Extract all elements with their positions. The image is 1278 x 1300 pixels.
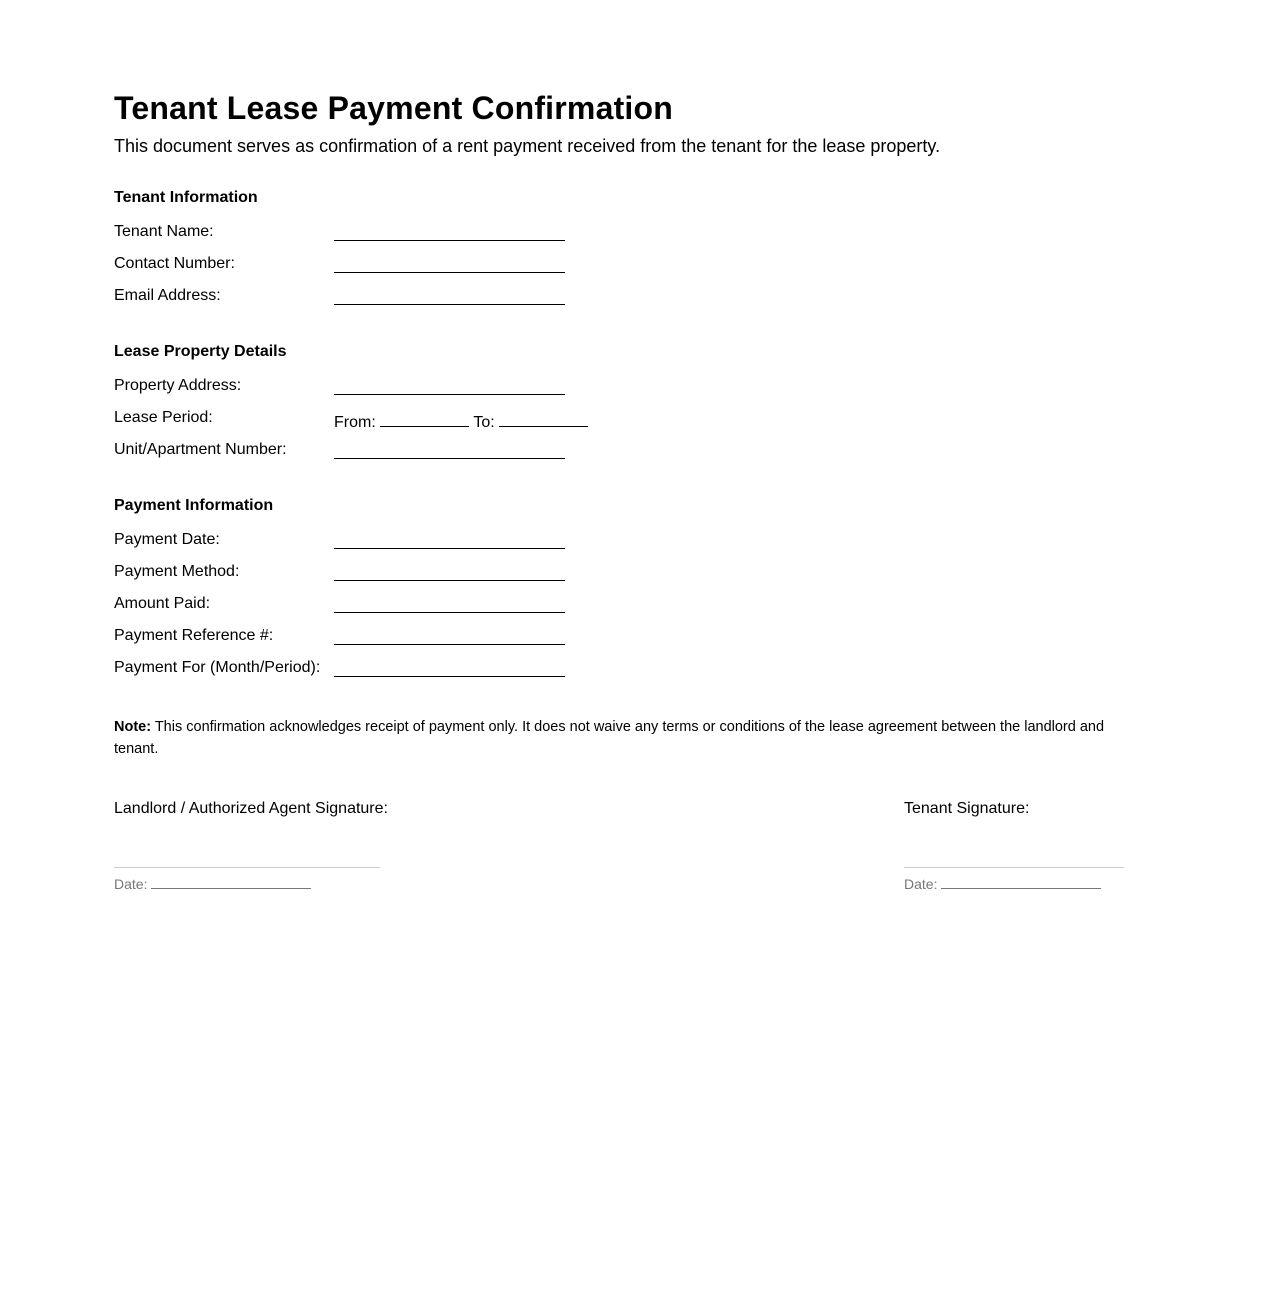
from-label: From: [334, 414, 376, 431]
field-label: Amount Paid: [114, 595, 211, 612]
section-title: Payment Information [114, 497, 274, 514]
field-amount-paid [114, 594, 814, 626]
note-text: This confirmation acknowledges receipt of payment only. It does not waive any terms or conditions of the lease agreement between the landlord and tenant. [114, 719, 1105, 757]
field-payment-date [114, 530, 814, 562]
section-title: Lease Property Details [114, 343, 287, 360]
tenant-signature-block [904, 799, 1124, 892]
landlord-signature-label: Landlord / Authorized Agent Signature: [114, 800, 388, 817]
payment-date-blank[interactable] [334, 530, 565, 549]
field-contact-number [114, 254, 814, 286]
document-subtitle: This document serves as confirmation of a rent payment received from the tenant for the lease property. [114, 136, 941, 156]
property-address-blank[interactable] [334, 376, 565, 395]
field-payment-reference [114, 626, 814, 658]
field-label: Unit/Apartment Number: [114, 441, 287, 458]
tenant-signature-line[interactable] [904, 867, 1124, 868]
unit-number-blank[interactable] [334, 440, 565, 459]
field-label: Payment Reference #: [114, 627, 274, 644]
tenant-date-blank[interactable] [941, 874, 1101, 889]
tenant-name-blank[interactable] [334, 222, 565, 241]
email-address-blank[interactable] [334, 286, 565, 305]
to-label: To: [473, 414, 495, 431]
field-label: Email Address: [114, 287, 221, 304]
landlord-date-row [114, 874, 380, 892]
amount-paid-blank[interactable] [334, 594, 565, 613]
section-lease-property-details [114, 342, 814, 472]
field-label: Property Address: [114, 377, 242, 394]
field-property-address [114, 376, 814, 408]
field-label: Tenant Name: [114, 223, 214, 240]
field-label: Payment For (Month/Period): [114, 659, 321, 676]
landlord-signature-block [114, 799, 388, 892]
field-payment-method [114, 562, 814, 594]
section-payment-information [114, 496, 814, 690]
landlord-signature-line[interactable] [114, 867, 380, 868]
field-label: Payment Method: [114, 563, 240, 580]
date-label: Date: [904, 876, 938, 892]
document-title: Tenant Lease Payment Confirmation [114, 90, 674, 126]
date-label: Date: [114, 876, 148, 892]
field-unit-apartment-number [114, 440, 814, 472]
field-email-address [114, 286, 814, 318]
lease-from-blank[interactable] [380, 408, 469, 427]
contact-number-blank[interactable] [334, 254, 565, 273]
note-paragraph [114, 716, 1138, 760]
field-label: Contact Number: [114, 255, 235, 272]
field-label: Payment Date: [114, 531, 220, 548]
field-label: Lease Period: [114, 409, 213, 426]
payment-for-blank[interactable] [334, 658, 565, 677]
section-title: Tenant Information [114, 189, 258, 206]
note-label: Note: [114, 719, 152, 735]
field-tenant-name [114, 222, 814, 254]
field-lease-period [114, 408, 814, 440]
payment-reference-blank[interactable] [334, 626, 565, 645]
tenant-date-row [904, 874, 1124, 892]
field-payment-for-period [114, 658, 814, 690]
landlord-date-blank[interactable] [151, 874, 311, 889]
section-tenant-information [114, 188, 814, 318]
lease-to-blank[interactable] [499, 408, 588, 427]
payment-method-blank[interactable] [334, 562, 565, 581]
tenant-signature-label: Tenant Signature: [904, 800, 1030, 817]
